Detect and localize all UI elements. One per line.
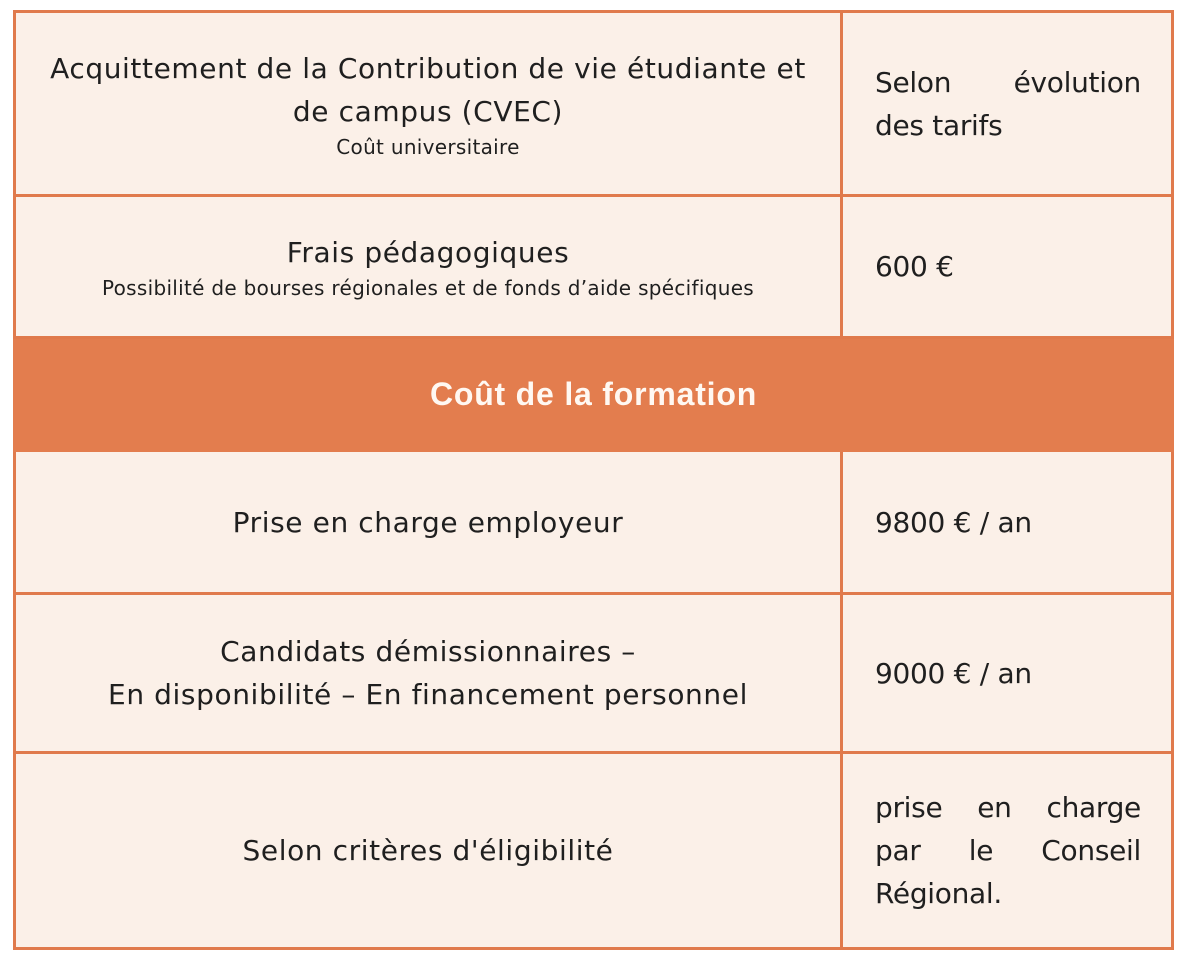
region-label-cell xyxy=(15,753,842,949)
frais-sublabel: Possibilité de bourses régionales et de fonds d’aide spécifiques xyxy=(101,276,755,300)
frais-label-cell xyxy=(15,196,842,338)
region-label: Selon critères d'éligibilité xyxy=(242,834,614,867)
fees-table xyxy=(13,10,1174,950)
region-price: prise en charge par le Conseil Régional. xyxy=(842,753,1173,949)
frais-label: Frais pédagogiques xyxy=(286,236,570,269)
employer-label-cell xyxy=(15,451,842,594)
section-title: Coût de la formation xyxy=(15,338,1173,451)
frais-price: 600 € xyxy=(842,196,1173,338)
cvec-sublabel: Coût universitaire xyxy=(336,134,520,159)
cvec-price: Selon évolution des tarifs xyxy=(842,12,1173,196)
cvec-label-cell xyxy=(15,12,842,196)
table-row-region xyxy=(15,753,1173,949)
table-row-frais xyxy=(15,196,1173,338)
section-header-row xyxy=(15,338,1173,451)
candidates-label: Candidats démissionnaires – xyxy=(220,635,636,668)
table-row-candidates xyxy=(15,594,1173,753)
candidates-price: 9000 € / an xyxy=(842,594,1173,753)
employer-label: Prise en charge employeur xyxy=(232,505,624,539)
candidates-label-line2: En disponibilité – En financement personnel xyxy=(108,678,748,711)
employer-price: 9800 € / an xyxy=(842,451,1173,594)
candidates-label-cell xyxy=(15,594,842,753)
table-row-employer xyxy=(15,451,1173,594)
table-row-cvec xyxy=(15,12,1173,196)
cvec-label: Acquittement de la Contribution de vie étudiante et de campus (CVEC) xyxy=(50,51,806,128)
